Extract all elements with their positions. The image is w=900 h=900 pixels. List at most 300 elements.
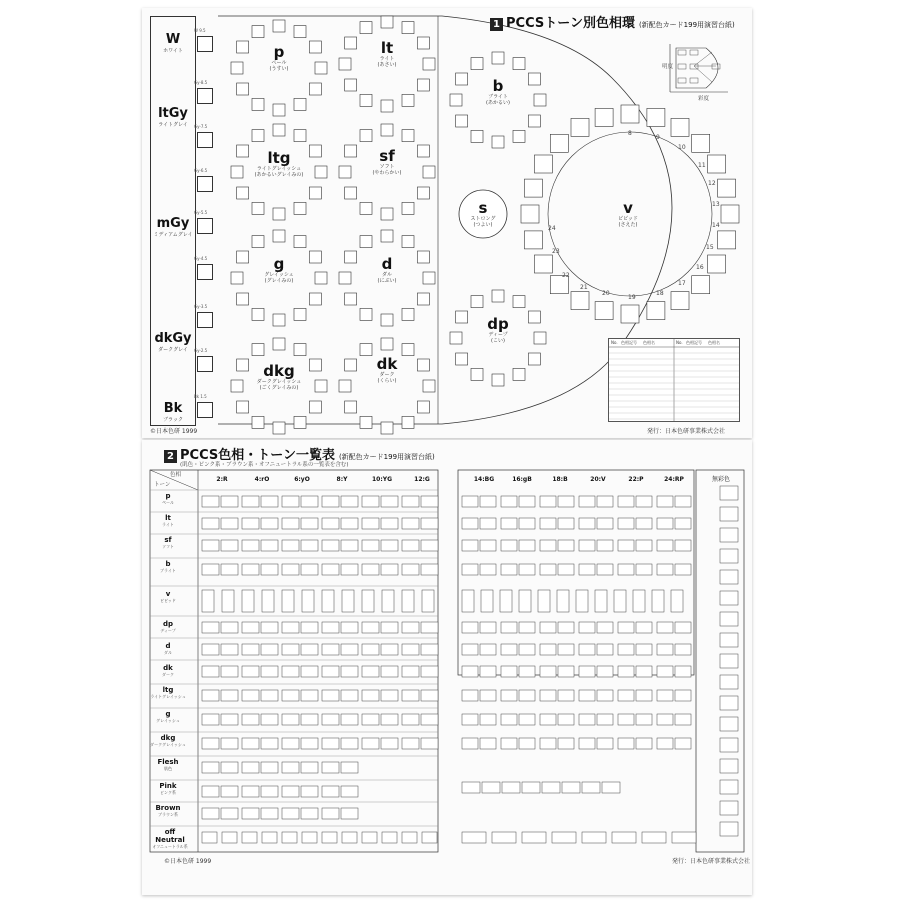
- sheet1-number-badge: 1: [490, 18, 503, 31]
- tone-label-d: d ダル (にぶい): [377, 255, 397, 284]
- color-cell: [618, 540, 634, 551]
- color-cell: [562, 782, 580, 793]
- color-cell: [558, 518, 574, 529]
- color-cell: [221, 518, 238, 529]
- tone-ring-chip: [450, 332, 462, 344]
- sheet2-copyright: ©日本色研 1999: [164, 858, 212, 865]
- color-cell: [341, 644, 358, 655]
- color-cell: [402, 540, 419, 551]
- color-cell: [519, 666, 535, 677]
- tone-ring-chip: [294, 416, 306, 428]
- color-cell: [519, 714, 535, 725]
- color-cell: [642, 832, 666, 843]
- hue-header: 8:Y: [336, 476, 348, 483]
- gray-box[interactable]: [197, 218, 213, 234]
- row-label-dk: dk ダーク: [162, 664, 174, 677]
- row-label-dkg: dkg ダークグレイッシュ: [150, 734, 186, 747]
- color-cell: [402, 714, 419, 725]
- color-cell: [301, 644, 318, 655]
- color-cell: [540, 644, 556, 655]
- color-cell: [242, 714, 259, 725]
- color-cell: [362, 496, 379, 507]
- color-cell: [341, 762, 358, 773]
- sheet2-subtitle: (新配色カード199用演習台紙): [338, 453, 435, 461]
- color-cell: [462, 622, 478, 633]
- color-cell: [501, 644, 517, 655]
- diagram-y-label: 明度: [662, 64, 674, 70]
- tone-ring-chip: [381, 124, 393, 136]
- color-cell: [322, 564, 339, 575]
- color-cell: [636, 738, 652, 749]
- tone-ring-chip: [309, 145, 321, 157]
- color-cell: [579, 738, 595, 749]
- tone-ring-chip: [528, 353, 540, 365]
- color-cell: [502, 782, 520, 793]
- sheet1-title-text: PCCSトーン別色相環: [506, 16, 635, 31]
- gray-sample-boxes: W 9.5 Gy-8.5 Gy-7.5 Gy-6.5 Gy-5.5 Gy-4.5 Gy-3.5 Gy-2.5 Bk 1.5: [194, 16, 214, 424]
- color-cell: [657, 622, 673, 633]
- tone-ring-chip: [381, 338, 393, 350]
- color-cell: [558, 714, 574, 725]
- color-cell: [301, 762, 318, 773]
- color-cell: [540, 738, 556, 749]
- color-cell: [322, 714, 339, 725]
- tone-ring-chip: [360, 130, 372, 142]
- hue-header: 20:V: [590, 476, 606, 483]
- vivid-ring-chip: [721, 205, 739, 223]
- gray-box[interactable]: [197, 176, 213, 192]
- tone-ring-chip: [252, 26, 264, 38]
- tone-ring-chip: [252, 202, 264, 214]
- color-cell: [597, 644, 613, 655]
- color-cell: [282, 832, 297, 843]
- tone-ring-chip: [417, 79, 429, 91]
- color-cell: [675, 622, 691, 633]
- neutral-cell: [720, 612, 738, 626]
- color-cell: [675, 666, 691, 677]
- color-cell: [618, 564, 634, 575]
- hue-header: 2:R: [216, 476, 228, 483]
- color-cell: [597, 714, 613, 725]
- color-cell: [636, 714, 652, 725]
- color-cell: [242, 738, 259, 749]
- color-cell: [402, 622, 419, 633]
- color-cell: [322, 808, 339, 819]
- tone-ring-chip: [417, 187, 429, 199]
- color-cell: [671, 590, 683, 612]
- color-cell: [202, 808, 219, 819]
- color-cell: [242, 808, 259, 819]
- tone-ring-chip: [402, 130, 414, 142]
- tone-ring-chip: [309, 293, 321, 305]
- color-cell: [558, 540, 574, 551]
- tone-ring-chip: [345, 187, 357, 199]
- tone-ring-chip: [417, 145, 429, 157]
- tone-ring-chip: [417, 293, 429, 305]
- color-cell: [261, 518, 278, 529]
- color-cell: [657, 564, 673, 575]
- color-cell: [675, 738, 691, 749]
- tone-ring-chip: [294, 26, 306, 38]
- vivid-ring-chip: [595, 302, 613, 320]
- color-cell: [242, 518, 259, 529]
- gray-item-w: W ホワイト: [163, 32, 183, 54]
- color-cell: [579, 564, 595, 575]
- color-cell: [481, 590, 493, 612]
- tone-label-s: s ストロング (つよい): [470, 199, 496, 228]
- color-cell: [597, 540, 613, 551]
- tone-ring-chip: [513, 58, 525, 70]
- color-cell: [322, 644, 339, 655]
- color-cell: [597, 666, 613, 677]
- color-cell: [558, 644, 574, 655]
- vivid-ring-chip: [708, 155, 726, 173]
- color-cell: [342, 832, 357, 843]
- vivid-ring-chip: [595, 108, 613, 126]
- color-cell: [402, 738, 419, 749]
- neutral-header: 無彩色: [711, 476, 730, 483]
- color-cell: [301, 714, 318, 725]
- color-cell: [636, 622, 652, 633]
- tone-label-g: g グレイッシュ (グレイみの): [264, 255, 294, 284]
- vivid-ring-chip: [534, 155, 552, 173]
- tone-ring-chip: [417, 251, 429, 263]
- color-cell: [202, 666, 219, 677]
- color-cell: [221, 762, 238, 773]
- vivid-ring-chip: [571, 118, 589, 136]
- color-cell: [402, 564, 419, 575]
- row-label-ltg: ltg ライトグレイッシュ: [150, 686, 186, 699]
- tone-ring-chip: [345, 79, 357, 91]
- row-label-flesh: Flesh 肌色: [157, 758, 179, 771]
- color-cell: [221, 808, 238, 819]
- color-cell: [579, 644, 595, 655]
- color-cell: [242, 564, 259, 575]
- color-cell: [519, 622, 535, 633]
- row-label-v: v ビビッド: [160, 590, 176, 603]
- tone-ring-chip: [492, 290, 504, 302]
- color-cell: [341, 808, 358, 819]
- gray-box[interactable]: [197, 402, 213, 418]
- tone-ring-chip: [231, 166, 243, 178]
- tone-ring-chip: [315, 380, 327, 392]
- color-cell: [382, 590, 394, 612]
- tone-ring-chip: [294, 344, 306, 356]
- color-cell: [322, 518, 339, 529]
- color-cell: [597, 690, 613, 701]
- color-cell: [462, 690, 478, 701]
- color-cell: [262, 590, 274, 612]
- color-cell: [501, 714, 517, 725]
- color-cell: [282, 808, 299, 819]
- vivid-ring-chip: [524, 231, 542, 249]
- color-cell: [579, 714, 595, 725]
- color-cell: [480, 540, 496, 551]
- color-cell: [382, 832, 397, 843]
- color-cell: [261, 786, 278, 797]
- color-cell: [381, 690, 398, 701]
- color-cell: [422, 832, 437, 843]
- color-cell: [322, 496, 339, 507]
- color-cell: [282, 738, 299, 749]
- color-cell: [492, 832, 516, 843]
- color-cell: [421, 738, 438, 749]
- color-cell: [341, 690, 358, 701]
- hue-header: 24:RP: [664, 476, 684, 483]
- hue-header: 10:YG: [371, 476, 393, 483]
- row-label-off-neutral: off Neutral オフニュートラル系: [152, 828, 188, 849]
- color-cell: [421, 564, 438, 575]
- color-cell: [579, 540, 595, 551]
- tone-ring-chip: [345, 37, 357, 49]
- neutral-cell: [720, 654, 738, 668]
- row-label-b: b ブライト: [160, 560, 176, 573]
- color-cell: [282, 622, 299, 633]
- tone-ring-chip: [237, 251, 249, 263]
- color-cell: [597, 496, 613, 507]
- tone-ring-chip: [309, 359, 321, 371]
- color-cell: [282, 714, 299, 725]
- color-cell: [362, 644, 379, 655]
- tone-ring-chip: [345, 293, 357, 305]
- color-cell: [557, 590, 569, 612]
- vivid-ring-chip: [671, 118, 689, 136]
- color-cell: [221, 564, 238, 575]
- color-cell: [282, 690, 299, 701]
- color-cell: [262, 832, 277, 843]
- color-cell: [261, 738, 278, 749]
- color-cell: [675, 540, 691, 551]
- color-cell: [462, 644, 478, 655]
- color-cell: [636, 564, 652, 575]
- tone-label-dp: dp ディープ (こい): [487, 315, 509, 344]
- color-cell: [657, 666, 673, 677]
- tone-ring-chip: [339, 380, 351, 392]
- color-cell: [522, 832, 546, 843]
- color-cell: [301, 496, 318, 507]
- tone-ring-chip: [252, 344, 264, 356]
- color-cell: [381, 738, 398, 749]
- color-cell: [675, 690, 691, 701]
- color-cell: [540, 666, 556, 677]
- color-cell: [519, 590, 531, 612]
- vivid-ring-chip: [671, 292, 689, 310]
- tone-ring-chip: [231, 380, 243, 392]
- color-cell: [221, 540, 238, 551]
- color-cell: [636, 690, 652, 701]
- color-cell: [636, 518, 652, 529]
- color-cell: [302, 832, 317, 843]
- tone-ring-chip: [237, 401, 249, 413]
- color-cell: [301, 808, 318, 819]
- color-cell: [402, 590, 414, 612]
- gray-box[interactable]: [197, 264, 213, 280]
- color-cell: [480, 690, 496, 701]
- color-cell: [579, 496, 595, 507]
- color-cell: [540, 518, 556, 529]
- tone-ring-chip: [471, 296, 483, 308]
- color-cell: [422, 590, 434, 612]
- vivid-ring-chip: [521, 205, 539, 223]
- vivid-ring-chip: [571, 292, 589, 310]
- gray-box[interactable]: [197, 356, 213, 372]
- color-cell: [597, 518, 613, 529]
- color-cell: [221, 496, 238, 507]
- diagram-x-label: 彩度: [698, 96, 710, 102]
- color-cell: [402, 644, 419, 655]
- tone-label-p: p ペール (うすい): [269, 43, 289, 72]
- color-cell: [282, 786, 299, 797]
- vivid-ring-chip: [550, 134, 568, 152]
- vivid-ring-chip: [647, 302, 665, 320]
- vivid-ring-chip: [692, 276, 710, 294]
- tone-ring-chip: [315, 272, 327, 284]
- hue-header: 12:G: [414, 476, 430, 483]
- tone-ring-chip: [237, 293, 249, 305]
- tone-ring-chip: [423, 272, 435, 284]
- tone-ring-chip: [456, 311, 468, 323]
- color-cell: [602, 782, 620, 793]
- color-cell: [301, 690, 318, 701]
- color-cell: [221, 666, 238, 677]
- gray-scale-column: [150, 16, 196, 426]
- color-cell: [558, 690, 574, 701]
- tone-ring-chip: [381, 16, 393, 28]
- row-label-sf: sf ソフト: [162, 536, 174, 549]
- color-cell: [540, 564, 556, 575]
- color-cell: [322, 590, 334, 612]
- color-cell: [362, 564, 379, 575]
- color-cell: [657, 690, 673, 701]
- tone-ring-chip: [360, 416, 372, 428]
- neutral-cell: [720, 486, 738, 500]
- color-cell: [618, 644, 634, 655]
- neutral-cell: [720, 696, 738, 710]
- color-cell: [242, 832, 257, 843]
- tone-ring-chip: [309, 401, 321, 413]
- color-cell: [421, 714, 438, 725]
- color-cell: [672, 832, 696, 843]
- tone-ring-chip: [492, 136, 504, 148]
- color-cell: [519, 690, 535, 701]
- tone-ring-chip: [534, 332, 546, 344]
- color-cell: [595, 590, 607, 612]
- tone-ring-chip: [309, 83, 321, 95]
- sheet2-title-text: PCCS色相・トーン一覧表: [180, 448, 335, 463]
- tone-ring-chip: [339, 272, 351, 284]
- tone-ring-chip: [252, 130, 264, 142]
- tone-ring-chip: [402, 22, 414, 34]
- color-cell: [519, 540, 535, 551]
- gray-box[interactable]: [197, 132, 213, 148]
- vivid-ring-chip: [647, 108, 665, 126]
- tone-ring-chip: [402, 308, 414, 320]
- color-cell: [519, 738, 535, 749]
- color-cell: [261, 762, 278, 773]
- color-cell: [462, 666, 478, 677]
- color-cell: [618, 690, 634, 701]
- tone-ring-chip: [252, 236, 264, 248]
- color-cell: [242, 644, 259, 655]
- color-cell: [341, 738, 358, 749]
- gray-box[interactable]: [197, 312, 213, 328]
- color-cell: [202, 590, 214, 612]
- color-cell: [519, 564, 535, 575]
- color-cell: [462, 540, 478, 551]
- color-cell: [501, 540, 517, 551]
- color-cell: [675, 714, 691, 725]
- color-cell: [402, 496, 419, 507]
- color-cell: [322, 832, 337, 843]
- color-cell: [579, 622, 595, 633]
- color-cell: [301, 666, 318, 677]
- color-cell: [501, 622, 517, 633]
- color-cell: [202, 738, 219, 749]
- neutral-cell: [720, 822, 738, 836]
- tone-ring-chip: [423, 380, 435, 392]
- tone-ring-chip: [492, 374, 504, 386]
- color-cell: [636, 540, 652, 551]
- vivid-ring-chip: [708, 255, 726, 273]
- tone-ring-chip: [294, 98, 306, 110]
- color-cell: [221, 786, 238, 797]
- row-label-pink: Pink ピンク系: [159, 782, 177, 795]
- vivid-ring-chip: [524, 179, 542, 197]
- color-cell: [501, 666, 517, 677]
- color-cell: [597, 738, 613, 749]
- tone-ring-chip: [402, 416, 414, 428]
- color-cell: [202, 690, 219, 701]
- color-cell: [261, 622, 278, 633]
- color-cell: [421, 540, 438, 551]
- color-cell: [261, 564, 278, 575]
- color-cell: [579, 666, 595, 677]
- color-cell: [202, 518, 219, 529]
- color-cell: [261, 540, 278, 551]
- tone-ring-chip: [402, 344, 414, 356]
- vivid-ring-chip: [534, 255, 552, 273]
- gray-box[interactable]: [197, 36, 213, 52]
- color-cell: [636, 496, 652, 507]
- color-cell: [618, 496, 634, 507]
- tone-ring-chip: [237, 145, 249, 157]
- color-cell: [558, 622, 574, 633]
- tone-ring-chip: [273, 124, 285, 136]
- color-cell: [576, 590, 588, 612]
- color-cell: [322, 786, 339, 797]
- neutral-cell: [720, 738, 738, 752]
- color-cell: [242, 690, 259, 701]
- tone-ring-chip: [381, 208, 393, 220]
- color-cell: [362, 540, 379, 551]
- color-cell: [221, 622, 238, 633]
- gray-box[interactable]: [197, 88, 213, 104]
- tone-label-lt: lt ライト (あさい): [377, 39, 397, 68]
- color-cell: [480, 644, 496, 655]
- sheet2-grid-drawing: [142, 440, 752, 895]
- tone-label-dkg: dkg ダークグレイッシュ (ごくグレイみの): [256, 362, 302, 391]
- neutral-cell: [720, 591, 738, 605]
- tone-ring-chip: [294, 236, 306, 248]
- color-cell: [612, 832, 636, 843]
- color-cell: [362, 738, 379, 749]
- sheet2-number-badge: 2: [164, 450, 177, 463]
- row-label-g: g グレイッシュ: [156, 710, 180, 723]
- color-cell: [202, 714, 219, 725]
- tone-ring-chip: [252, 416, 264, 428]
- tone-ring-chip: [309, 251, 321, 263]
- tone-ring-chip: [360, 22, 372, 34]
